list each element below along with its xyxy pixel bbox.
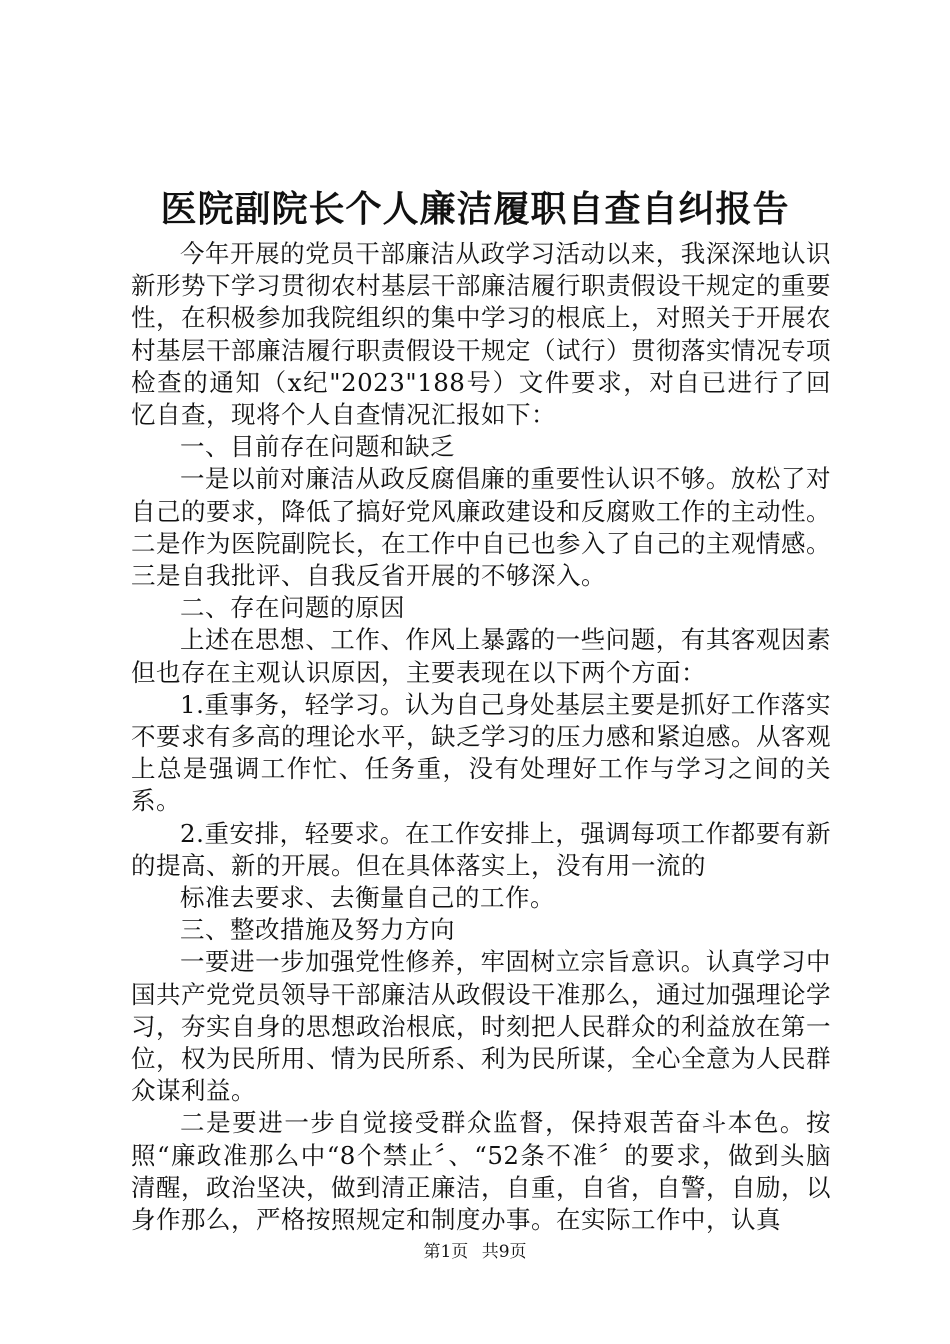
paragraph-cause-2-continued: 标准去要求、去衡量自己的工作。	[180, 883, 555, 913]
page-footer	[0, 1240, 950, 1264]
paragraph-cause-1: 1.重事务，轻学习。认为自己身处基层主要是抓好工作落实不要求有多高的理论水平，缺乏学习的压力感和紧迫感。从客观上总是强调工作忙、任务重，没有处理好工作与学习之间的关系。	[131, 689, 831, 816]
page-total: 共9页	[481, 1242, 527, 1262]
document-title: 医院副院长个人廉洁履职自查自纠报告	[160, 188, 790, 230]
section-heading-3: 三、整改措施及努力方向	[180, 915, 455, 945]
paragraph-measure-1: 一要进一步加强党性修养，牢固树立宗旨意识。认真学习中国共产党党员领导干部廉洁从政假设干准那么，通过加强理论学习，夯实自身的思想政治根底，时刻把人民群众的利益放在第一位，权为民所用、情为民所系、利为民所谋，全心全意为人民群众谋利益。	[131, 947, 831, 1106]
page-number: 第1页	[423, 1242, 469, 1262]
section-heading-2: 二、存在问题的原因	[180, 593, 405, 623]
paragraph-measure-2: 二是要进一步自觉接受群众监督，保持艰苦奋斗本色。按照“廉政准那么中“8个禁止〞、“52条不准〞的要求，做到头脑清醒，政治坚决，做到清正廉洁，自重，自省，自警，自励，以身作那么，严格按照规定和制度办事。在实际工作中，认真	[131, 1108, 831, 1235]
paragraph-problems: 一是以前对廉洁从政反腐倡廉的重要性认识不够。放松了对自己的要求，降低了搞好党风廉政建设和反腐败工作的主动性。二是作为医院副院长，在工作中自已也参入了自己的主观情感。三是自我批评、自我反省开展的不够深入。	[131, 464, 831, 591]
paragraph-causes-intro: 上述在思想、工作、作风上暴露的一些问题，有其客观因素但也存在主观认识原因，主要表现在以下两个方面：	[131, 625, 831, 687]
paragraph-cause-2: 2.重安排，轻要求。在工作安排上，强调每项工作都要有新的提高、新的开展。但在具体落实上，没有用一流的	[131, 818, 831, 880]
document-body	[131, 238, 831, 1236]
section-heading-1: 一、目前存在问题和缺乏	[180, 432, 455, 462]
paragraph-intro: 今年开展的党员干部廉洁从政学习活动以来，我深深地认识新形势下学习贯彻农村基层干部廉洁履行职责假设干规定的重要性，在积极参加我院组织的集中学习的根底上，对照关于开展农村基层干部廉洁履行职责假设干规定（试行）贯彻落实情况专项检查的通知（x纪"2023"188号）文件要求，对自已进行了回忆自查，现将个人自查情况汇报如下：	[131, 239, 831, 430]
